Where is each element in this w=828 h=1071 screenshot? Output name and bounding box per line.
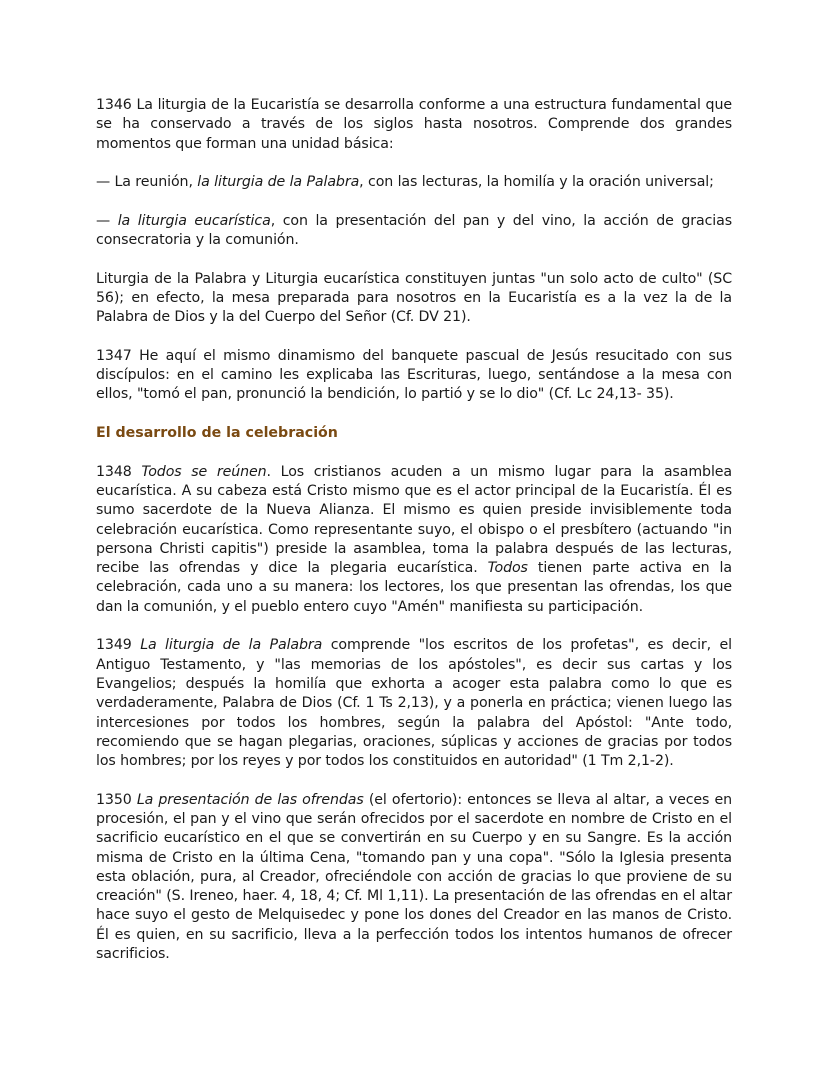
- paragraph-eucaristica: [96, 212, 732, 251]
- reunion-rest: , con las lecturas, la homilía y la oración universal;: [359, 174, 714, 191]
- paragraph-1347-text: 1347 He aquí el mismo dinamismo del banquete pascual de Jesús resucitado con sus discípulos: en el camino les explicaba las Escrituras, luego, sentándose a la mesa con ellos, "tomó el pan, pronunció la bendición, lo partió y se lo dio" (Cf. Lc 24,13- 35).: [96, 347, 732, 403]
- paragraph-unidad-text: Liturgia de la Palabra y Liturgia eucarística constituyen juntas "un solo acto de culto" (SC 56); en efecto, la mesa preparada para nosotros en la Eucaristía es a la vez la de la Palabra de Dios y la del Cuerpo del Señor (Cf. DV 21).: [96, 270, 732, 326]
- p1349-number: 1349: [96, 637, 141, 654]
- p1350-number: 1350: [96, 791, 137, 808]
- p1348-body-1: . Los cristianos acuden a un mismo lugar para la asamblea eucarística. A su cabeza está Cristo mismo que es el actor principal de la Eucaristía. Él es sumo sacerdote de la Nueva Alianza. El mismo es quien preside invisiblemente toda celebración eucarística. Como representante suyo, el obispo o el presbítero (actuando "in persona Christi capitis") preside la asamblea, toma la palabra después de las lecturas, recibe las ofrendas y dice la plegaria eucarística.: [96, 463, 733, 577]
- eucaristica-rest: , con la presentación del pan y del vino, la acción de gracias consecratoria y la comunión.: [96, 212, 733, 249]
- paragraph-1346: [96, 96, 732, 154]
- paragraph-1347: [96, 347, 732, 405]
- paragraph-reunion: [96, 173, 732, 192]
- eucaristica-lead: —: [96, 212, 118, 229]
- p1348-emphasis-1: Todos se reúnen: [141, 463, 267, 480]
- p1348-body-2: tienen parte activa en la celebración, cada uno a su manera: los lectores, los que presentan las ofrendas, los que dan la comunión, y el pueblo entero cuyo "Amén" manifiesta su participación.: [96, 560, 732, 615]
- p1348-number: 1348: [96, 463, 142, 480]
- p1349-emphasis: La liturgia de la Palabra: [140, 637, 323, 654]
- paragraph-1348: [96, 463, 732, 617]
- paragraph-1349: [96, 636, 732, 771]
- paragraph-1350: [96, 791, 732, 965]
- paragraph-1346-text: 1346 La liturgia de la Eucaristía se desarrolla conforme a una estructura fundamental que se ha conservado a través de los siglos hasta nosotros. Comprende dos grandes momentos que forman una unidad básica:: [96, 97, 732, 152]
- p1348-emphasis-2: Todos: [487, 560, 528, 577]
- p1349-body: comprende "los escritos de los profetas", es decir, el Antiguo Testamento, y "las memorias de los apóstoles", es decir sus cartas y los Evangelios; después la homilía que exhorta a acoger esta palabra como lo que es verdaderamente, Palabra de Dios (Cf. 1 Ts 2,13), y a ponerla en práctica; vienen luego las intercesiones por todos los hombres, según la palabra del Apóstol: "Ante todo, recomiendo que se hagan plegarias, oraciones, súplicas y acciones de gracias por todos los hombres; por los reyes y por todos los constituidos en autoridad" (1 Tm 2,1-2).: [96, 637, 732, 770]
- document-page: [96, 96, 732, 984]
- reunion-emphasis: la liturgia de la Palabra: [197, 174, 360, 191]
- p1350-emphasis: La presentación de las ofrendas: [136, 791, 364, 808]
- p1350-body: (el ofertorio): entonces se lleva al altar, a veces en procesión, el pan y el vino que serán ofrecidos por el sacerdote en nombre de Cristo en el sacrificio eucarístico en el que se convertirán en su Cuerpo y en su Sangre. Es la acción misma de Cristo en la última Cena, "tomando pan y una copa". "Sólo la Iglesia presenta esta oblación, pura, al Creador, ofreciéndole con acción de gracias lo que proviene de su creación" (S. Ireneo, haer. 4, 18, 4; Cf. Ml 1,11). La presentación de las ofrendas en el altar hace suyo el gesto de Melquisedec y pone los dones del Creador en las manos de Cristo. Él es quien, en su sacrificio, lleva a la perfección todos los intentos humanos de ofrecer sacrificios.: [96, 791, 732, 963]
- paragraph-unidad: [96, 270, 732, 328]
- section-heading: El desarrollo de la celebración: [96, 425, 338, 442]
- reunion-lead: — La reunión,: [96, 174, 198, 191]
- eucaristica-emphasis: la liturgia eucarística: [117, 212, 271, 229]
